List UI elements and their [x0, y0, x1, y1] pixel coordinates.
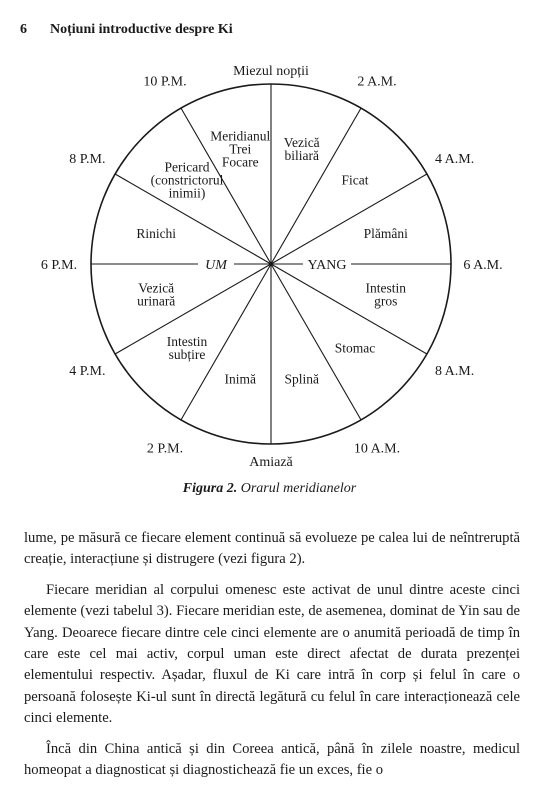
organ-label: [136, 226, 176, 241]
organ-label-line: Trei: [229, 141, 252, 157]
time-label: 2 A.M.: [357, 74, 397, 90]
organ-label: [167, 334, 208, 362]
figure-caption: [0, 481, 539, 497]
noon-label: Amiază: [249, 455, 293, 470]
um-label: UM: [205, 258, 227, 273]
yang-label: YANG: [307, 258, 347, 273]
organ-label-line: Intestin: [365, 280, 407, 296]
organ-label-line: Meridianul: [210, 128, 271, 144]
page-header: [20, 22, 233, 38]
organ-label-line: subțire: [168, 347, 206, 362]
paragraph: Încă din China antică și din Coreea antică, până în zilele noastre, medicul homeopat a diagnosticat și diagnostichează fie un exces, fie o: [24, 740, 520, 779]
organ-labels: [136, 129, 408, 387]
organ-label-line: Ficat: [341, 172, 369, 188]
time-label: 4 A.M.: [434, 152, 475, 167]
organ-label-line: (constrictorul: [150, 172, 224, 188]
time-label: 10 A.M.: [353, 441, 401, 457]
organ-label-line: Intestin: [166, 334, 208, 349]
organ-label: [364, 226, 408, 241]
spoke-line: [271, 174, 427, 264]
organ-label: [284, 371, 319, 386]
time-label: 4 P.M.: [69, 364, 106, 379]
time-label: 10 P.M.: [143, 74, 187, 90]
time-label: 6 P.M.: [40, 258, 78, 273]
organ-label: [151, 160, 224, 201]
organ-label-line: Splină: [284, 371, 319, 387]
organ-label: [137, 281, 175, 309]
time-label: 8 A.M.: [434, 364, 475, 379]
spoke-lines: [91, 84, 451, 444]
paragraph: Fiecare meridian al corpului omenesc este activat de unul dintre aceste cinci elemente (vezi tabelul 3). Fiecare meridian este, de asemenea, dominat de Yin sau de Yang. Deoarece fiecare dintre cele cinci elemente are o anumită perioadă de timp în care este cel mai activ, corpul uman este direct afectat de durata prezenței elementului respectiv. Așadar, fluxul de Ki care intră în corp și felul în care o persoană folosește Ki-ul sunt în directă legătură cu felul în care interacționează cele cinci elemente.: [24, 581, 520, 727]
time-label: 8 P.M.: [69, 152, 106, 167]
organ-label: [342, 173, 369, 188]
organ-label: [210, 129, 270, 170]
midnight-label: Miezul nopții: [233, 64, 309, 79]
time-label: 2 P.M.: [146, 441, 184, 457]
paragraph: lume, pe măsură ce fiecare element continuă să evolueze pe calea lui de neîntreruptă creație, interacțiune și distrugere (vezi figura 2).: [24, 530, 520, 568]
organ-label-line: Rinichi: [136, 225, 177, 241]
organ-label: [335, 341, 376, 356]
page-number: 6: [20, 22, 27, 37]
organ-label-line: gros: [374, 293, 398, 309]
body-text: [24, 528, 520, 781]
caption-text: Orarul meridianelor: [240, 481, 357, 496]
organ-label: [225, 371, 257, 386]
organ-label-line: Stomac: [334, 340, 376, 356]
organ-label: [366, 281, 407, 309]
organ-label-line: biliară: [284, 148, 319, 164]
running-title: Noțiuni introductive despre Ki: [50, 22, 233, 37]
organ-label-line: Pericard: [164, 159, 210, 175]
organ-label-line: Inimă: [224, 371, 257, 387]
organ-label: [284, 135, 320, 163]
organ-label-line: Plămâni: [363, 225, 408, 241]
organ-label-line: urinară: [137, 293, 176, 309]
organ-label-line: Vezică: [138, 280, 175, 296]
organ-label-line: inimii): [168, 185, 206, 201]
meridian-clock-diagram: [0, 52, 539, 472]
caption-number: Figura 2.: [182, 481, 238, 496]
organ-label-line: Focare: [221, 154, 259, 170]
organ-label-line: Vezică: [283, 135, 320, 151]
time-label: 6 A.M.: [463, 258, 503, 273]
